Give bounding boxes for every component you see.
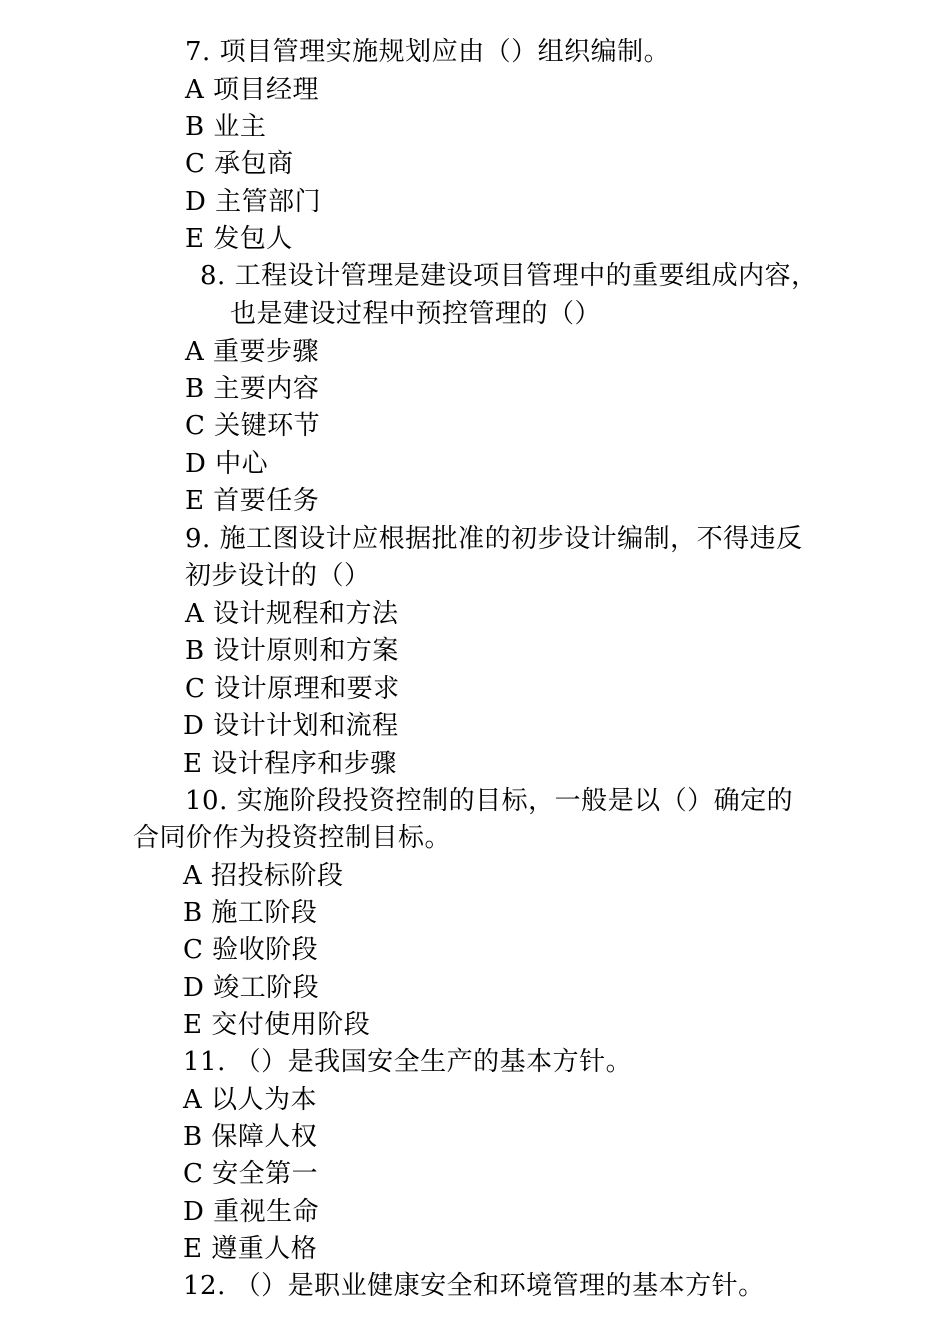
option-d: D 竣工阶段	[183, 973, 320, 1003]
question-number: 11.	[183, 1047, 226, 1077]
option-c: C 设计原理和要求	[185, 674, 400, 704]
option-a: A 招投标阶段	[183, 861, 344, 891]
question-text: （）是我国安全生产的基本方针。	[234, 1047, 633, 1077]
option-d: D 中心	[185, 449, 269, 479]
option-d: D 主管部门	[185, 187, 322, 217]
question-10-stem-cont: 合同价作为投资控制目标。	[133, 823, 452, 853]
question-number: 8.	[200, 261, 226, 291]
option-e: E 遵重人格	[183, 1234, 318, 1264]
question-9-stem-cont: 初步设计的（）	[185, 561, 371, 591]
option-d: D 重视生命	[183, 1197, 320, 1227]
question-12-stem	[183, 1270, 765, 1302]
question-8-stem-cont: 也是建设过程中预控管理的（）	[230, 299, 602, 329]
option-e: E 交付使用阶段	[183, 1010, 371, 1040]
option-c: C 承包商	[185, 149, 294, 179]
option-a: A 重要步骤	[185, 337, 320, 367]
option-a: A 设计规程和方法	[185, 599, 399, 629]
option-c: C 关键环节	[185, 411, 321, 441]
question-number: 9.	[185, 524, 211, 554]
question-number: 10.	[185, 786, 228, 816]
question-7-stem	[185, 36, 670, 68]
option-b: B 设计原则和方案	[185, 636, 399, 666]
option-d: D 设计计划和流程	[183, 711, 399, 741]
option-b: B 施工阶段	[183, 898, 318, 928]
question-11-stem	[183, 1046, 632, 1078]
option-b: B 保障人权	[183, 1122, 318, 1152]
option-e: E 发包人	[185, 224, 293, 254]
question-text: 项目管理实施规划应由（）组织编制。	[219, 37, 671, 67]
option-c: C 验收阶段	[183, 935, 319, 965]
option-a: A 以人为本	[183, 1085, 318, 1115]
question-text: 工程设计管理是建设项目管理中的重要组成内容，	[234, 261, 818, 291]
option-e: E 首要任务	[185, 486, 320, 516]
question-text: （）是职业健康安全和环境管理的基本方针。	[234, 1271, 765, 1301]
option-c: C 安全第一	[183, 1159, 319, 1189]
option-b: B 业主	[185, 112, 267, 142]
question-number: 7.	[185, 37, 211, 67]
option-e: E 设计程序和步骤	[183, 749, 397, 779]
question-number: 12.	[183, 1271, 226, 1301]
question-9-stem	[185, 523, 803, 555]
question-text: 施工图设计应根据批准的初步设计编制，不得违反	[219, 524, 803, 554]
question-text: 实施阶段投资控制的目标，一般是以（）确定的	[236, 786, 794, 816]
option-b: B 主要内容	[185, 374, 320, 404]
question-8-stem	[200, 260, 818, 292]
option-a: A 项目经理	[185, 75, 320, 105]
question-10-stem	[185, 785, 793, 817]
